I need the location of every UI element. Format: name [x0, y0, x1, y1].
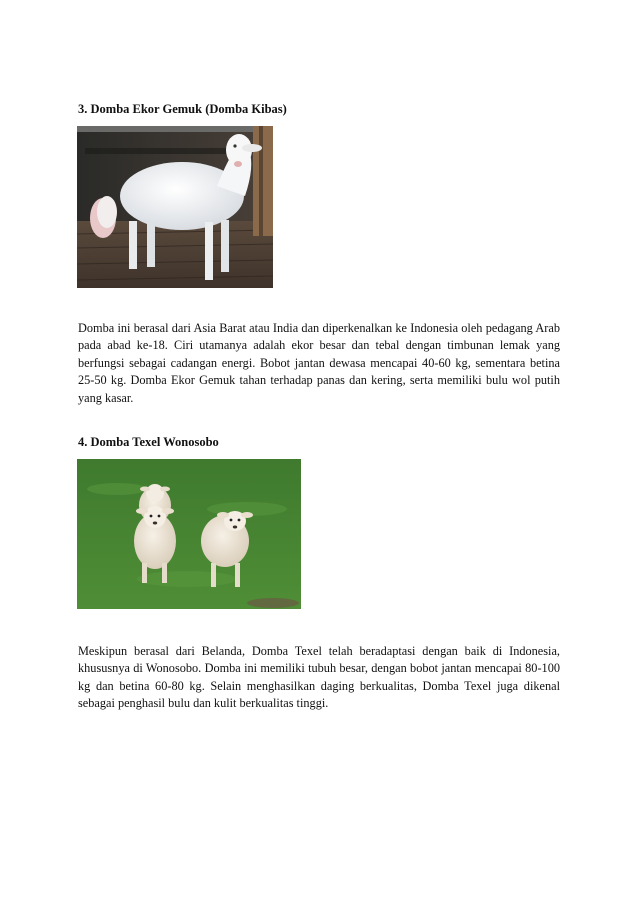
photo-domba-texel — [77, 459, 301, 609]
section-heading-ekor-gemuk: 3. Domba Ekor Gemuk (Domba Kibas) — [78, 102, 287, 116]
section-heading-texel: 4. Domba Texel Wonosobo — [78, 435, 219, 449]
paragraph-ekor-gemuk: Domba ini berasal dari Asia Barat atau India dan diperkenalkan ke Indonesia oleh pedagang Arab pada abad ke-18. Ciri utamanya adalah ekor besar dan tebal dengan timbunan lemak yang berfungsi sebagai cadangan energi. Bobot jantan dewasa mencapai 40-60 kg, sementara betina 25-50 kg. Domba Ekor Gemuk tahan terhadap panas dan kering, serta memiliki bulu wol putih yang kasar. — [78, 321, 560, 405]
photo-domba-ekor-gemuk — [77, 126, 273, 288]
paragraph-texel: Meskipun berasal dari Belanda, Domba Texel telah beradaptasi dengan baik di Indonesia, khususnya di Wonosobo. Domba ini memiliki tubuh besar, dengan bobot jantan mencapai 80-100 kg dan betina 60-80 kg. Selain menghasilkan daging berkualitas, Domba Texel juga dikenal sebagai penghasil bulu dan kulit berkualitas tinggi. — [78, 644, 560, 711]
